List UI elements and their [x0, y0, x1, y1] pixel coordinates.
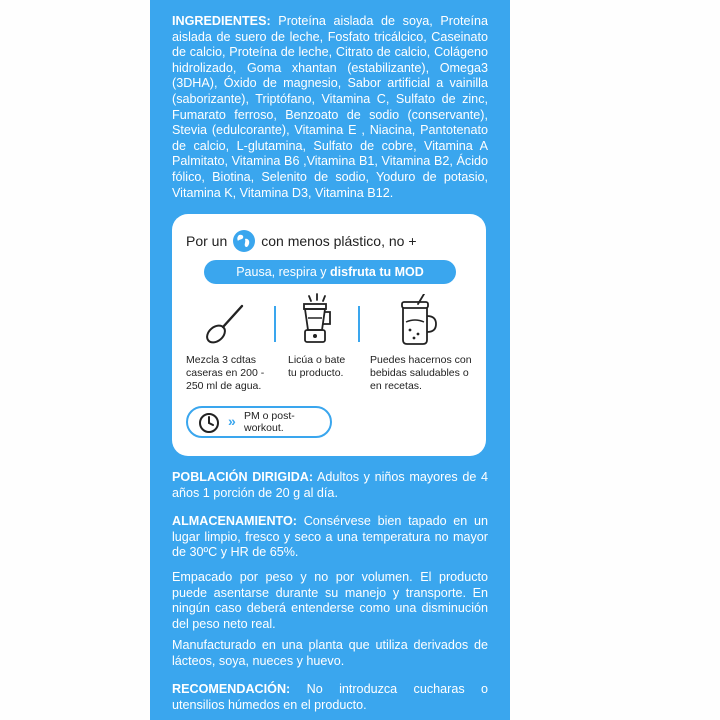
card-header-before: Por un: [186, 233, 228, 249]
card-header-after: con menos plástico, no +: [261, 233, 417, 249]
slogan-pill: [204, 260, 456, 284]
almacenamiento-text: Consérvese bien tapado en un lugar limpio, fresco y seco a una temperatura no mayor de 30ºC y HR de 65%.: [172, 514, 489, 560]
recomendacion-section: [172, 682, 488, 713]
poblacion-heading: POBLACIÓN DIRIGIDA:: [172, 470, 314, 484]
manufacturado-text: Manufacturado en una planta que utiliza derivados de lácteos, soya, nueces y huevo.: [172, 638, 488, 668]
ingredients-text: Proteína aislada de soya, Proteína aislada de suero de leche, Fosfato tricálcico, Caseinato de calcio, Proteína de leche, Citrato de calcio, Colágeno hidrolizado, Goma xhantan (estabilizante), Omega3 (3DHA), Óxido de magnesio, Sabor artificial a vainilla (saborizante), Triptófano, Vitamina C, Sulfato de zinc, Fumarato ferroso, Benzoato de sodio (conservante), Stevia (edulcorante), Vitamina E , Niacina, Pantotenato de calcio, L-glutamina, Sulfato de cobre, Vitamina A Palmitato, Vitamina B6 ,Vitamina B1, Vitamina B2, Ácido fólico, Biotina, Selenito de sodio, Yoduro de potasio, Vitamina K, Vitamina D3, Vitamina B12.: [172, 14, 489, 200]
ingredients-heading: INGREDIENTES:: [172, 14, 271, 28]
timing-text: PM o post-workout.: [244, 410, 295, 434]
step-text-2: Licúa o bate tu producto.: [288, 354, 346, 379]
timing-badge: [186, 406, 332, 438]
jar-drink-icon: [394, 294, 444, 348]
recomendacion-heading: RECOMENDACIÓN:: [172, 682, 291, 696]
almacenamiento-heading: ALMACENAMIENTO:: [172, 514, 297, 528]
ingredients-section: [172, 14, 488, 201]
card-header: [186, 230, 417, 252]
double-chevron-icon: »: [228, 413, 236, 429]
label-panel: [150, 0, 510, 720]
manufacturado-section: [172, 638, 488, 669]
recomendacion-text: No introduzca cucharas o utensilios húmedos en el producto.: [172, 682, 488, 712]
almacenamiento-section: [172, 514, 488, 561]
empacado-section: [172, 570, 488, 632]
pill-bold: disfruta tu MOD: [330, 265, 424, 279]
empacado-text: Empacado por peso y no por volumen. El producto puede asentarse durante su manejo y transporte. En ningún caso deberá entenderse como una disminución del peso neto real.: [172, 570, 488, 631]
step-text-1: Mezcla 3 cdtas caseras en 200 - 250 ml de agua.: [186, 354, 265, 392]
usage-card: [172, 214, 486, 456]
poblacion-section: [172, 470, 488, 501]
blender-icon: [292, 292, 342, 350]
poblacion-text: Adultos y niños mayores de 4 años 1 porción de 20 g al día.: [172, 470, 488, 500]
spoon-icon: [200, 298, 250, 348]
step-divider: [358, 306, 360, 342]
pill-regular: Pausa, respira y: [236, 265, 327, 279]
clock-icon: [198, 412, 220, 434]
step-text-3: Puedes hacernos con bebidas saludables o en recetas.: [370, 354, 472, 392]
globe-icon: [233, 230, 255, 252]
step-divider: [274, 306, 276, 342]
